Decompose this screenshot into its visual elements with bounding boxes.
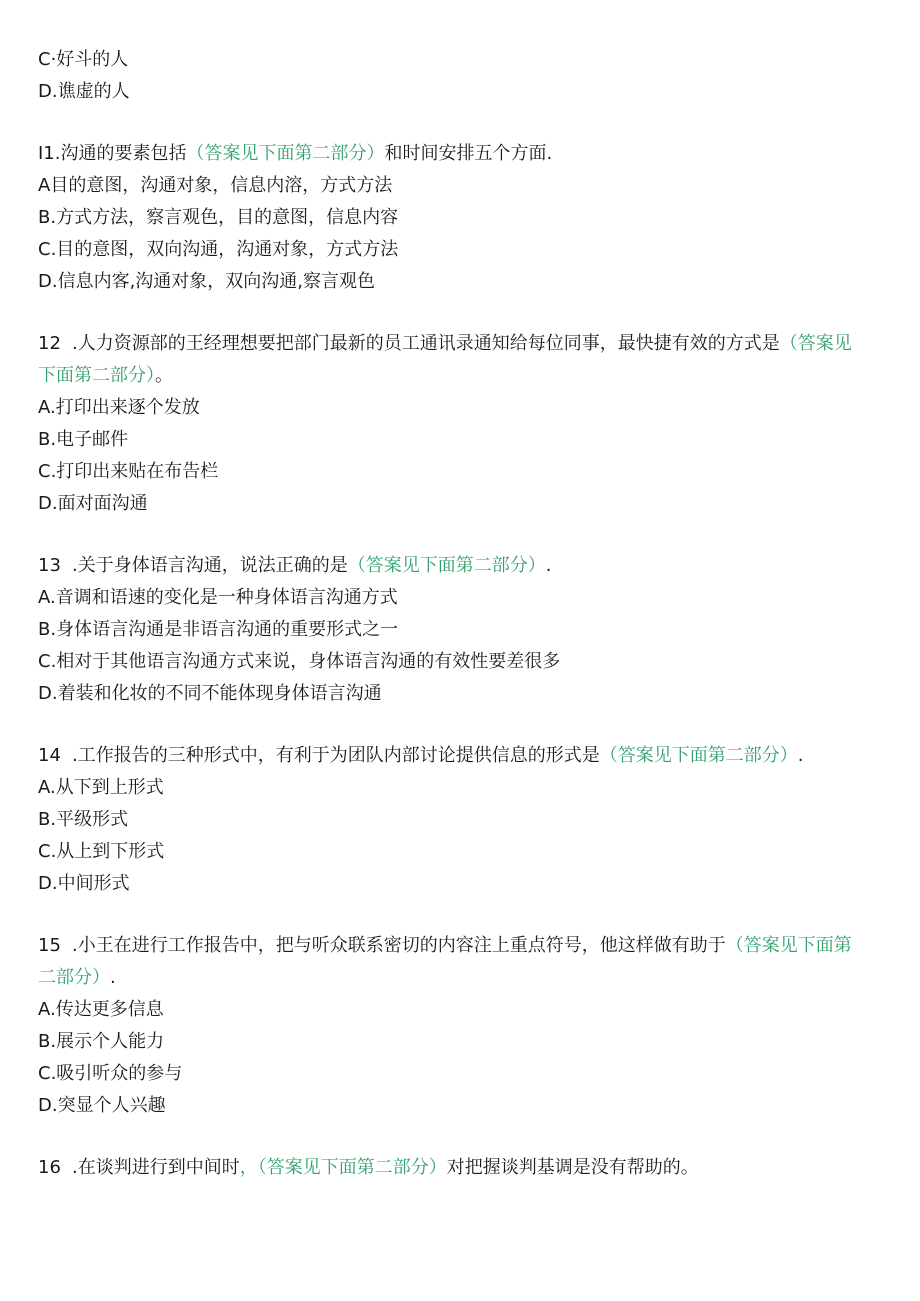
question-number: 14: [38, 745, 61, 766]
question-15-suffix: .: [110, 967, 116, 988]
option-a: A目的意图，沟通对象，信息内溶，方式方法: [38, 175, 393, 196]
option-b: B.展示个人能力: [38, 1031, 165, 1052]
question-number: 15: [38, 935, 61, 956]
answer-hint: （答案见下面第: [725, 935, 852, 956]
option-c: C.目的意图，双向沟通，沟通对象，方式方法: [38, 239, 399, 260]
option-d: D.谯虚的人: [38, 81, 130, 102]
question-number: 13: [38, 555, 61, 576]
option-a: A.音调和语速的变化是一种身体语言沟通方式: [38, 587, 398, 608]
option-d: D.着装和化妆的不同不能体现身体语言沟通: [38, 683, 382, 704]
option-d: D.信息内客,沟通对象，双向沟通,察言观色: [38, 271, 376, 292]
question-12-text: .人力资源部的王经理想要把部门最新的员工通讯录通知给每位同事，最快捷有效的方式是: [72, 333, 780, 354]
question-15-stem: [38, 930, 884, 962]
option-a: A.打印出来逐个发放: [38, 397, 200, 418]
question-14-text: .工作报告的三种形式中，有利于为团队内部讨论提供信息的形式是: [72, 745, 600, 766]
option-a: A.传达更多信息: [38, 999, 164, 1020]
option-c: C.相对于其他语言沟通方式来说，身体语言沟通的有效性要差很多: [38, 651, 561, 672]
question-11-prefix: I1.沟通的要素包括: [38, 143, 187, 164]
option-b: B.身体语言沟通是非语言沟通的重要形式之一: [38, 619, 399, 640]
question-14-stem: [38, 740, 884, 772]
question-12-suffix: 。: [155, 365, 173, 386]
question-12-stem-cont: [38, 360, 884, 392]
question-11-suffix: 和时间安排五个方面.: [384, 143, 553, 164]
question-16: [38, 1152, 884, 1184]
question-14: [38, 740, 884, 900]
question-12-stem: [38, 328, 884, 360]
answer-hint-cont: 二部分）: [38, 967, 110, 988]
answer-hint-cont: 下面第二部分）: [38, 365, 155, 386]
document-page: [38, 44, 884, 1184]
answer-hint: （答案见下面第二部分）: [186, 143, 385, 164]
question-13: [38, 550, 884, 710]
answer-hint: （答案见下面第二部分）: [599, 745, 798, 766]
option-c: C.吸引听众的参与: [38, 1063, 183, 1084]
option-d: D.中间形式: [38, 873, 130, 894]
option-c: C.打印出来贴在布告栏: [38, 461, 219, 482]
question-13-suffix: .: [545, 555, 552, 576]
question-13-text: .关于身体语言沟通，说法正确的是: [72, 555, 348, 576]
question-16-text: .在谈判进行到中间时: [72, 1157, 240, 1178]
question-12: [38, 328, 884, 520]
question-16-suffix: 对把握谈判基调是没有帮助的。: [446, 1157, 699, 1178]
question-number: 12: [38, 333, 61, 354]
question-15-stem-cont: [38, 962, 884, 994]
option-d: D.面对面沟通: [38, 493, 148, 514]
answer-hint: （答案见下面第二部分）: [347, 555, 546, 576]
option-b: B.平级形式: [38, 809, 129, 830]
question-13-stem: [38, 550, 884, 582]
answer-hint: （答案见: [779, 333, 852, 354]
question-11-stem: [38, 138, 884, 170]
answer-hint: ，（答案见下面第二部分）: [239, 1157, 447, 1178]
question-15-text: .小王在进行工作报告中，把与听众联系密切的内容注上重点符号，他这样做有助于: [72, 935, 726, 956]
question-16-stem: [38, 1152, 884, 1184]
option-b: B.方式方法，察言观色，目的意图，信息内容: [38, 207, 399, 228]
question-number: 16: [38, 1157, 61, 1178]
question-14-suffix: .: [797, 745, 804, 766]
option-c: C.从上到下形式: [38, 841, 165, 862]
option-a: A.从下到上形式: [38, 777, 164, 798]
option-c: C·好斗的人: [38, 49, 129, 70]
option-b: B.电子邮件: [38, 429, 129, 450]
question-11: [38, 138, 884, 298]
option-d: D.突显个人兴趣: [38, 1095, 166, 1116]
question-15: [38, 930, 884, 1122]
